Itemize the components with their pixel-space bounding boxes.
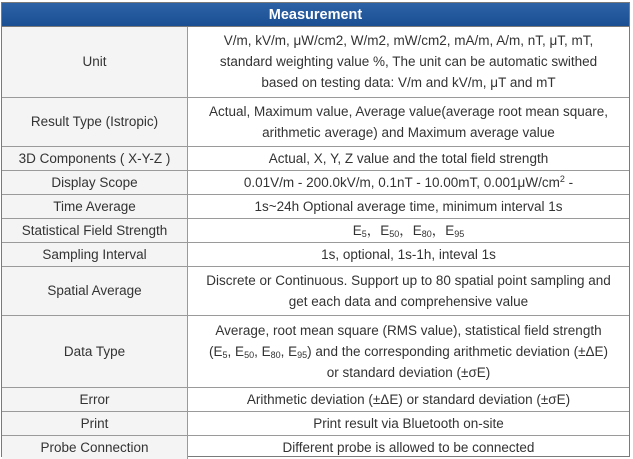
value-line: Print result via Bluetooth on-site [313, 415, 504, 431]
row-label: Statistical Field Strength [2, 218, 188, 242]
e-symbol: E [235, 343, 245, 359]
row-label: Unit [2, 27, 188, 97]
e-subscript: 5 [222, 349, 228, 360]
table-row [2, 242, 629, 266]
row-value [188, 387, 630, 411]
row-value [188, 435, 630, 459]
table-row [2, 387, 629, 411]
e-subscript: 95 [454, 228, 465, 239]
row-label: Time Average [2, 194, 188, 218]
table-row [2, 218, 629, 242]
table-row [2, 27, 629, 97]
table-row [2, 97, 629, 146]
separator: , [280, 343, 289, 359]
e-symbol: E [412, 222, 422, 238]
table-row [2, 315, 629, 387]
row-value [188, 97, 630, 146]
paren: ( [209, 343, 214, 359]
e-subscript: 80 [421, 228, 432, 239]
separator: ， [431, 222, 446, 238]
table-title: Measurement [2, 3, 629, 27]
separator: , [254, 343, 262, 359]
value-line: V/m, kV/m, μW/cm2, W/m2, mW/cm2, mA/m, A/m, nT, μT, mT, [223, 33, 594, 49]
value-line: Actual, X, Y, Z value and the total field strength [268, 150, 549, 166]
row-label: Error [2, 387, 188, 411]
separator: , [227, 343, 236, 359]
spec-table [2, 27, 629, 459]
e-subscript: 50 [244, 349, 255, 360]
row-label: Spatial Average [2, 266, 188, 315]
value-line: Discrete or Continuous. Support up to 80 spatial point sampling and [206, 272, 611, 288]
row-value [188, 242, 630, 266]
row-value [188, 411, 630, 435]
value-line: Actual, Maximum value, Average value(average root mean square, [209, 103, 608, 119]
separator: ， [399, 222, 413, 238]
row-label: Display Scope [2, 170, 188, 194]
row-value [188, 315, 630, 387]
e-subscript: 5 [361, 228, 367, 239]
e-symbol: E [445, 222, 455, 238]
row-value [188, 170, 630, 194]
table-row [2, 170, 629, 194]
value-line: arithmetic average) and Maximum average value [262, 124, 555, 140]
e-subscript: 50 [389, 228, 400, 239]
value-text: and the corresponding arithmetic deviation (±ΔE) [311, 343, 608, 359]
separator: ， [366, 222, 381, 238]
table-row [2, 435, 629, 459]
row-label: Data Type [2, 315, 188, 387]
row-value [188, 266, 630, 315]
row-value [188, 27, 630, 97]
e-symbol: E [213, 343, 223, 359]
row-value [188, 218, 630, 242]
e-subscript: 80 [270, 349, 281, 360]
table-row [2, 411, 629, 435]
row-label: Sampling Interval [2, 242, 188, 266]
e-symbol: E [288, 343, 298, 359]
e-symbol: E [380, 222, 390, 238]
value-line: 1s~24h Optional average time, minimum interval 1s [254, 198, 563, 214]
row-value [188, 146, 630, 170]
table-row [2, 146, 629, 170]
value-line: or standard deviation (±σE) [326, 364, 491, 380]
measurement-table [1, 2, 630, 457]
value-line: Arithmetic deviation (±ΔE) or standard deviation (±σE) [246, 391, 571, 407]
row-label: Print [2, 411, 188, 435]
table-row [2, 266, 629, 315]
value-line: Different probe is allowed to be connected [282, 439, 535, 455]
value-line: Average, root mean square (RMS value), statistical field strength [215, 322, 602, 338]
row-label: Result Type (Istropic) [2, 97, 188, 146]
row-label: Probe Connection [2, 435, 188, 459]
e-subscript: 95 [297, 349, 308, 360]
value-line [192, 341, 625, 362]
value-line: 1s, optional, 1s-1h, inteval 1s [321, 246, 496, 262]
table-row [2, 194, 629, 218]
value-line: standard weighting value %, The unit can be automatic swithed [219, 54, 598, 70]
value-superscript: 2 [559, 173, 565, 184]
value-text: 0.01V/m - 200.0kV/m, 0.1nT - 10.00mT, 0.001μW/cm [243, 174, 560, 190]
separator: ) [307, 343, 312, 359]
e-symbol: E [352, 222, 362, 238]
value-text: - [564, 174, 574, 190]
row-value [188, 194, 630, 218]
e-symbol: E [261, 343, 271, 359]
value-line: based on testing data: V/m and kV/m, μT and mT [261, 75, 556, 91]
row-label: 3D Components ( X-Y-Z ) [2, 146, 188, 170]
value-line: get each data and comprehensive value [288, 293, 529, 309]
